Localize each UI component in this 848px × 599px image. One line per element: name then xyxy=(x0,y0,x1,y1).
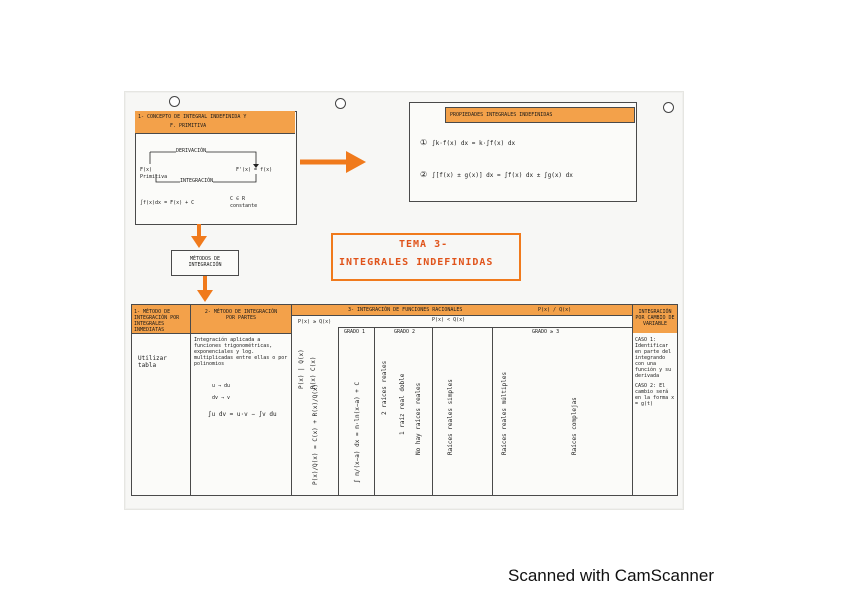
division-formula: P(x)/Q(x) = C(x) + R(x)/Q(x) xyxy=(312,383,319,485)
parts-dv: dv → v xyxy=(212,395,231,401)
arrow-right-icon xyxy=(300,147,370,177)
substitution-case-1: CASO 1: Identificar en parte del integrando con una función y su derivada xyxy=(635,337,672,379)
integration-label: INTEGRACIÓN xyxy=(180,178,214,184)
primitive-label: Primitiva xyxy=(140,174,168,180)
fx-label: F(x) xyxy=(140,167,153,173)
scanned-sheet xyxy=(124,91,684,510)
concept-title: 1- CONCEPTO DE INTEGRAL INDEFINIDA Y xyxy=(138,114,247,120)
table-header-2: 2- MÉTODO DE INTEGRACIÓN POR PARTES xyxy=(191,305,291,333)
grade2-case-1: 2 raíces reales xyxy=(381,360,388,415)
grade3-case-3: Raíces complejas xyxy=(571,397,578,455)
division-remainder: R(x) C(x) xyxy=(310,356,317,389)
concept-box xyxy=(135,111,297,225)
derivative-formula: F'(x) = f(x) xyxy=(236,167,273,173)
punch-hole xyxy=(335,98,346,109)
immediate-text: Utilizar tabla xyxy=(138,355,167,369)
punch-hole xyxy=(663,102,674,113)
grade2-case-2: 1 raíz real doble xyxy=(399,373,406,435)
arrow-down-icon xyxy=(195,276,215,304)
table-header-4: INTEGRACIÓN POR CAMBIO DE VARIABLE xyxy=(633,305,677,333)
parts-formula: ∫u dv = u·v − ∫v du xyxy=(208,411,277,418)
grade3-label: GRADO ≥ 3 xyxy=(532,329,560,335)
constant-label: C ∈ R xyxy=(230,196,246,202)
methods-table xyxy=(131,304,678,496)
h3b-label: P(x) < Q(x) xyxy=(432,317,466,323)
grade3-case-2: Raíces reales múltiples xyxy=(501,371,508,455)
parts-u: u → du xyxy=(212,383,231,389)
methods-label: MÉTODOS DE INTEGRACIÓN xyxy=(188,256,222,268)
punch-hole xyxy=(169,96,180,107)
h3a-label: P(x) ≥ Q(x) xyxy=(298,319,332,325)
grade1-label: GRADO 1 xyxy=(344,329,366,335)
methods-box xyxy=(171,250,239,276)
grade2-case-3: No hay raíces reales xyxy=(415,382,422,455)
derivation-label: DERIVACIÓN xyxy=(176,148,207,154)
property-1-number: ① xyxy=(420,138,428,147)
concept-title-2: F. PRIMITIVA xyxy=(170,123,207,129)
table-header-3: 3- INTEGRACIÓN DE FUNCIONES RACIONALES P(x) / Q(x) xyxy=(292,305,632,315)
grade1-formula: ∫ m/(x−a) dx = m·ln(x−a) + C xyxy=(354,381,361,483)
integral-formula: ∫f(x)dx = F(x) + C xyxy=(140,200,195,206)
topic-title-box xyxy=(331,233,521,281)
division-label: P(x) | Q(x) xyxy=(298,349,305,389)
table-header-1: 1- MÉTODO DE INTEGRACIÓN POR INTEGRALES INMEDIATAS xyxy=(132,305,190,333)
arrow-down-icon xyxy=(189,224,209,250)
grade3-case-1: Raíces reales simples xyxy=(447,379,454,455)
parts-description: Integración aplicada a funciones trigonométricas, exponenciales y log. multiplicadas entre ellas o por polinomios xyxy=(194,337,288,367)
properties-header xyxy=(445,107,635,123)
watermark-text: Scanned with CamScanner xyxy=(508,566,715,585)
properties-box xyxy=(409,102,637,202)
constant-label-2: constante xyxy=(230,203,258,209)
topic-title: INTEGRALES INDEFINIDAS xyxy=(339,257,494,268)
property-1: ∫k·f(x) dx = k·∫f(x) dx xyxy=(432,140,516,147)
property-2-number: ② xyxy=(420,170,428,179)
properties-title: PROPIEDADES INTEGRALES INDEFINIDAS xyxy=(450,112,553,118)
topic-number: TEMA 3- xyxy=(399,239,449,250)
property-2: ∫[f(x) ± g(x)] dx = ∫f(x) dx ± ∫g(x) dx xyxy=(432,172,573,179)
substitution-case-2: CASO 2: El cambio será en la forma x = g(t) xyxy=(635,383,675,407)
grade2-label: GRADO 2 xyxy=(394,329,416,335)
